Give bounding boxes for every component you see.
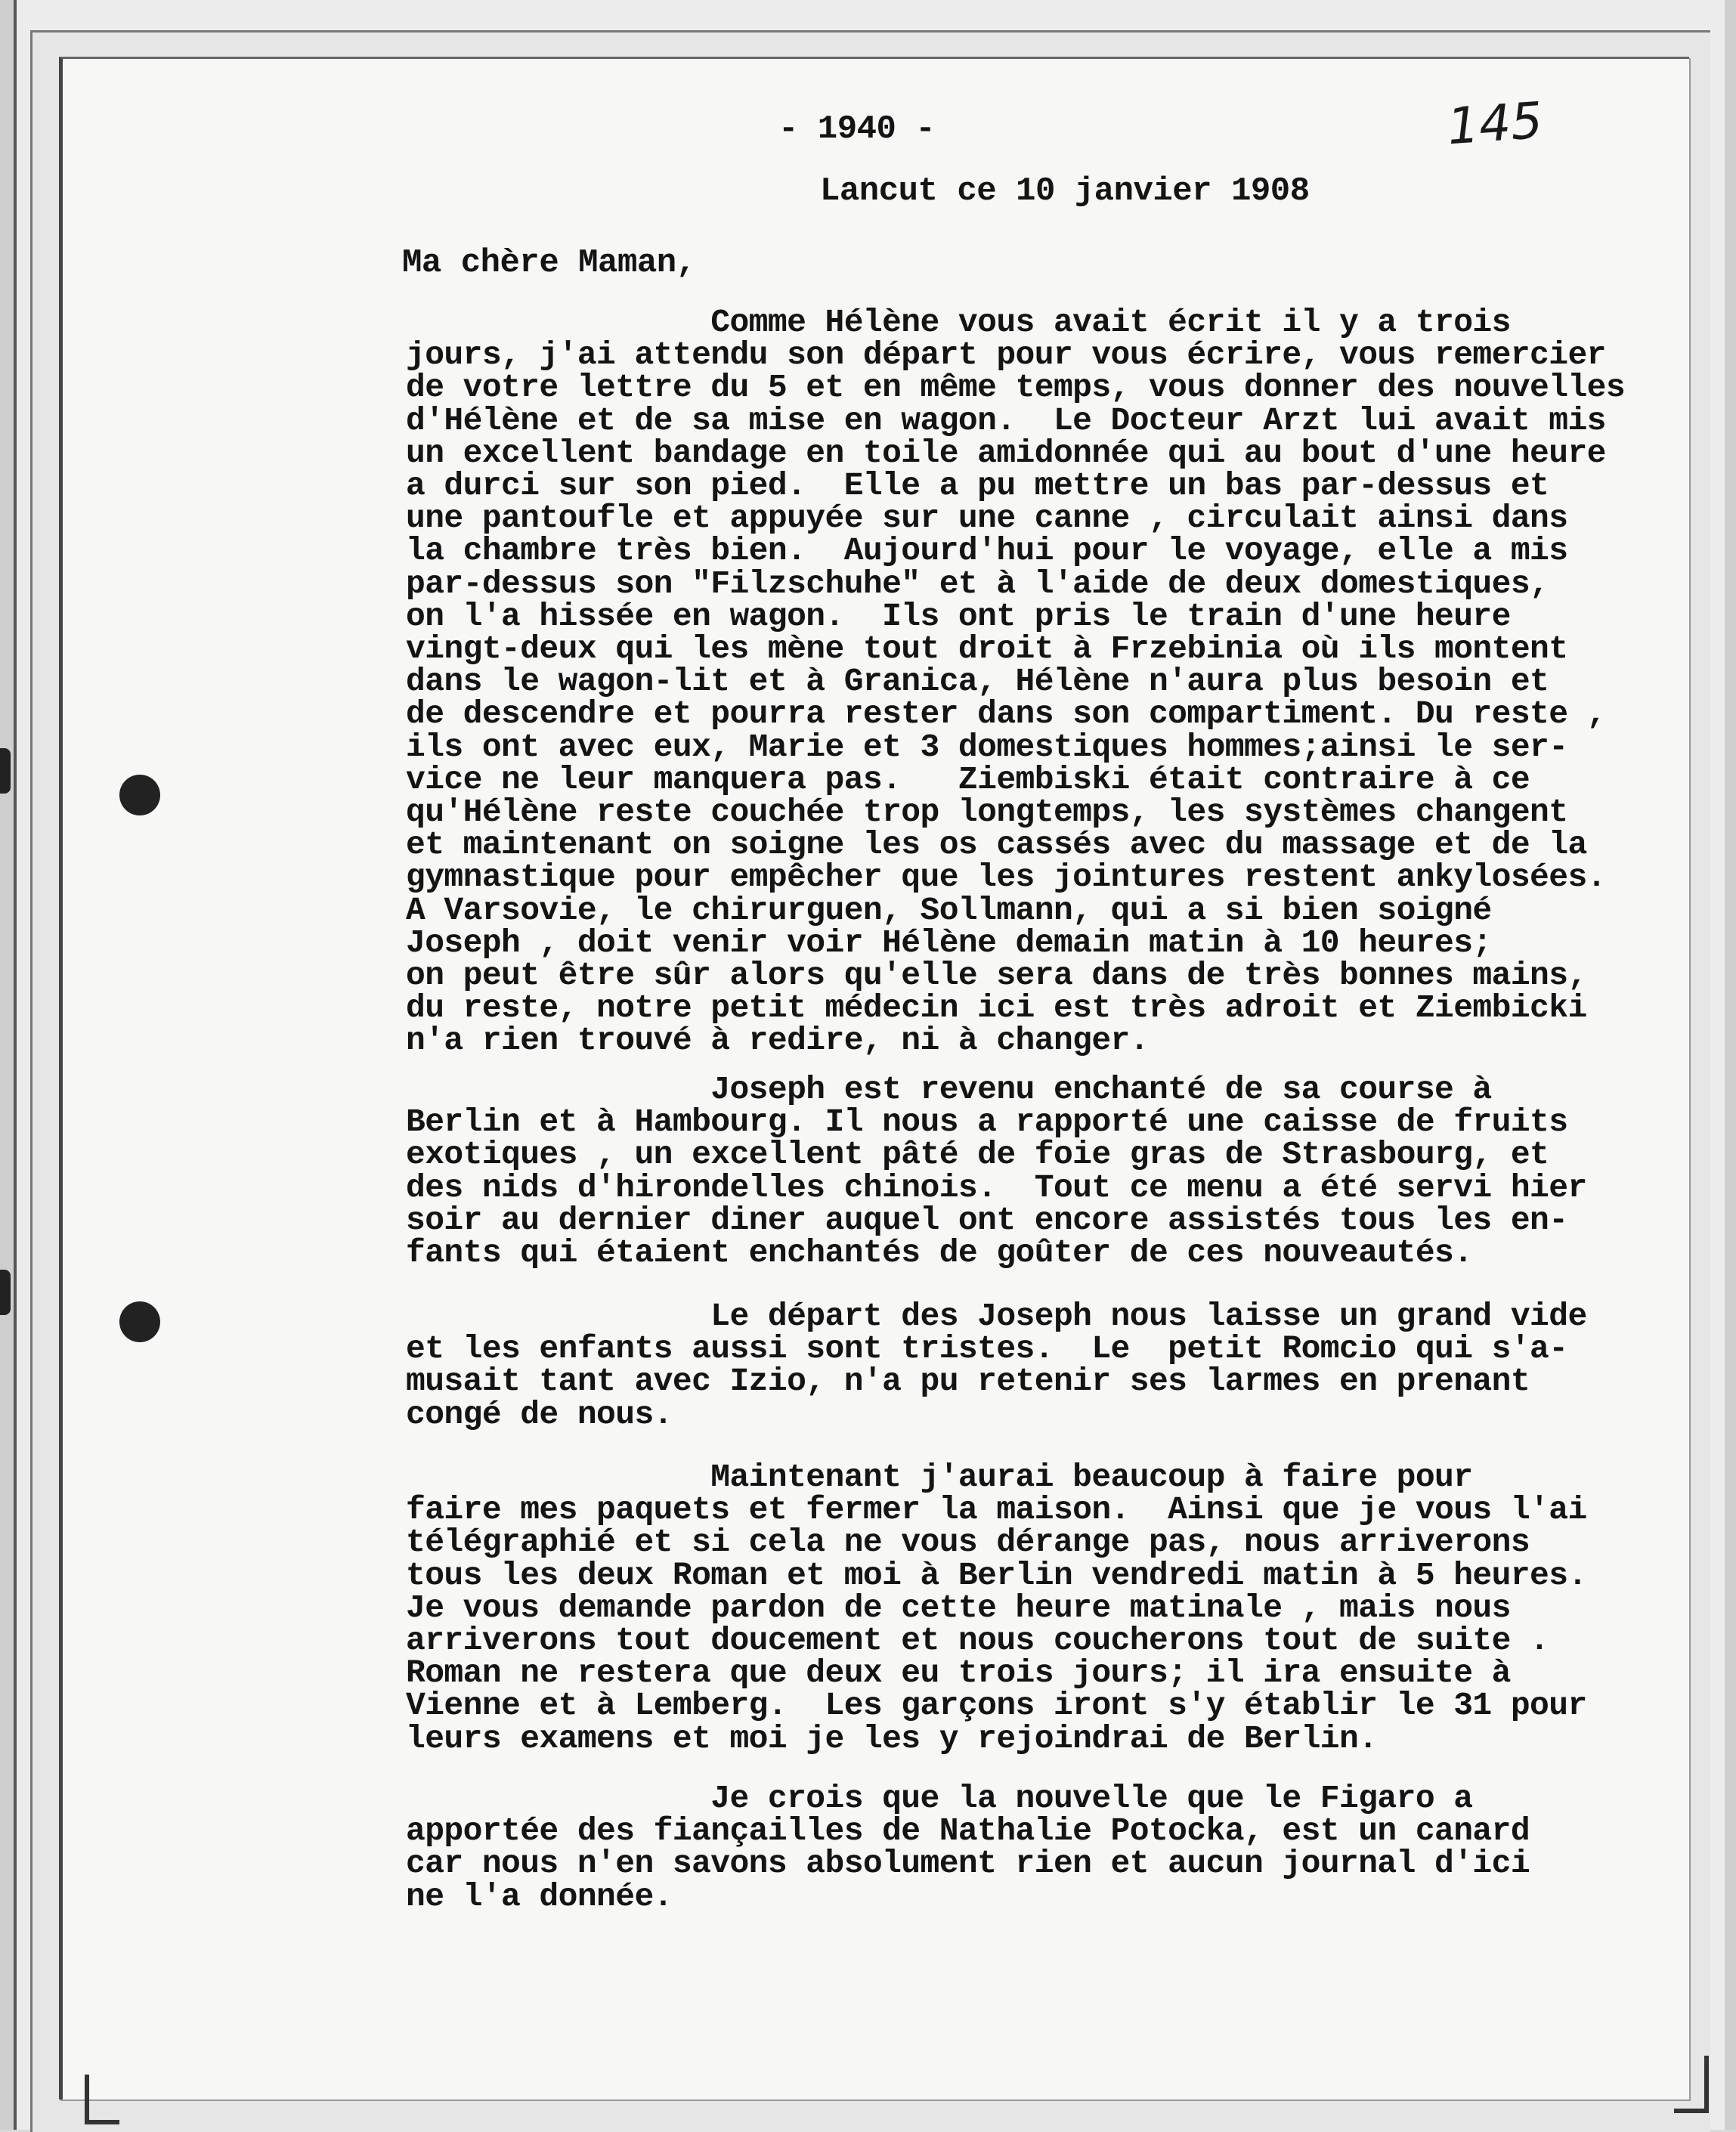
salutation: Ma chère Maman, <box>402 244 696 282</box>
text-line: arriverons tout doucement et nous coucherons tout de suite . <box>406 1622 1549 1660</box>
text-line: vingt-deux qui les mène tout droit à Frzebinia où ils montent <box>406 630 1568 668</box>
text-line: on l'a hissée en wagon. Ils ont pris le train d'une heure <box>406 597 1511 635</box>
text-line: une pantoufle et appuyée sur une canne , circulait ainsi dans <box>406 500 1568 537</box>
text-line: apportée des fiançailles de Nathalie Potocka, est un canard <box>406 1812 1530 1850</box>
text-line: Je vous demande pardon de cette heure matinale , mais nous <box>406 1589 1511 1626</box>
corner-crop-mark <box>1674 2056 1709 2113</box>
text-line: exotiques , un excellent pâté de foie gras de Strasbourg, et <box>406 1136 1549 1174</box>
dateline: Lancut ce 10 janvier 1908 <box>820 172 1310 210</box>
text-line: faire mes paquets et fermer la maison. Ainsi que je vous l'ai <box>406 1491 1587 1529</box>
text-line: par-dessus son "Filzschuhe" et à l'aide de deux domestiques, <box>406 565 1549 602</box>
binder-clip-mark <box>0 748 11 794</box>
text-line: Le départ des Joseph nous laisse un grand vide <box>406 1298 1587 1335</box>
text-line: vice ne leur manquera pas. Ziembiski était contraire à ce <box>406 760 1530 798</box>
text-line: A Varsovie, le chirurguen, Sollmann, qui a si bien soigné <box>406 891 1492 929</box>
text-line: télégraphié et si cela ne vous dérange pas, nous arriverons <box>406 1524 1530 1561</box>
text-line: Roman ne restera que deux eu trois jours; il ira ensuite à <box>406 1654 1511 1692</box>
punch-hole <box>119 775 160 815</box>
paragraph <box>406 304 1626 1060</box>
text-line: ils ont avec eux, Marie et 3 domestiques hommes;ainsi le ser- <box>406 728 1568 766</box>
text-line: tous les deux Roman et moi à Berlin vendredi matin à 5 heures. <box>406 1556 1587 1594</box>
text-line: du reste, notre petit médecin ici est très adroit et Ziembicki <box>406 989 1587 1027</box>
paragraph <box>406 1300 1600 1431</box>
text-line: jours, j'ai attendu son départ pour vous écrire, vous remercier <box>406 336 1606 374</box>
text-line: Berlin et à Hambourg. Il nous a rapporté une caisse de fruits <box>406 1103 1568 1141</box>
text-line: soir au dernier diner auquel ont encore assistés tous les en- <box>406 1201 1568 1239</box>
text-line: Joseph est revenu enchanté de sa course à <box>406 1071 1492 1108</box>
text-line: et les enfants aussi sont tristes. Le petit Romcio qui s'a- <box>406 1330 1568 1368</box>
text-line: car nous n'en savons absolument rien et aucun journal d'ici <box>406 1845 1530 1883</box>
text-line: congé de nous. <box>406 1395 673 1433</box>
paragraph <box>406 1071 1600 1272</box>
text-line: Vienne et à Lemberg. Les garçons iront s'y établir le 31 pour <box>406 1687 1587 1725</box>
text-line: ne l'a donnée. <box>406 1877 673 1915</box>
text-line: a durci sur son pied. Elle a pu mettre un bas par-dessus et <box>406 467 1549 505</box>
text-line: Comme Hélène vous avait écrit il y a trois <box>406 304 1511 341</box>
text-line: Maintenant j'aurai beaucoup à faire pour <box>406 1459 1473 1496</box>
binder-clip-mark <box>0 1270 11 1315</box>
punch-hole <box>119 1301 160 1342</box>
page-number: - 1940 - <box>778 110 936 148</box>
text-line: un excellent bandage en toile amidonnée qui au bout d'une heure <box>406 434 1606 472</box>
text-line: qu'Hélène reste couchée trop longtemps, les systèmes changent <box>406 794 1568 831</box>
text-line: et maintenant on soigne les os cassés avec du massage et de la <box>406 826 1587 864</box>
archive-number: 145 <box>1445 91 1545 156</box>
corner-crop-mark <box>85 2075 119 2124</box>
text-line: fants qui étaient enchantés de goûter de ces nouveautés. <box>406 1234 1473 1272</box>
text-line: Joseph , doit venir voir Hélène demain matin à 10 heures; <box>406 924 1492 961</box>
text-line: la chambre très bien. Aujourd'hui pour le voyage, elle a mis <box>406 532 1568 570</box>
text-line: dans le wagon-lit et à Granica, Hélène n'aura plus besoin et <box>406 663 1549 701</box>
text-line: gymnastique pour empêcher que les jointures restent ankylosées. <box>406 859 1606 896</box>
paragraph <box>406 1461 1600 1755</box>
text-line: Je crois que la nouvelle que le Figaro a <box>406 1780 1473 1817</box>
paragraph <box>406 1782 1600 1913</box>
text-line: de votre lettre du 5 et en même temps, vous donner des nouvelles <box>406 369 1626 407</box>
text-line: des nids d'hirondelles chinois. Tout ce menu a été servi hier <box>406 1168 1587 1206</box>
text-line: musait tant avec Izio, n'a pu retenir ses larmes en prenant <box>406 1363 1530 1400</box>
text-line: on peut être sûr alors qu'elle sera dans de très bonnes mains, <box>406 957 1587 995</box>
text-line: d'Hélène et de sa mise en wagon. Le Docteur Arzt lui avait mis <box>406 401 1606 439</box>
text-line: n'a rien trouvé à redire, ni à changer. <box>406 1022 1149 1060</box>
text-line: leurs examens et moi je les y rejoindrai de Berlin. <box>406 1719 1378 1757</box>
text-line: de descendre et pourra rester dans son compartiment. Du reste , <box>406 695 1606 733</box>
